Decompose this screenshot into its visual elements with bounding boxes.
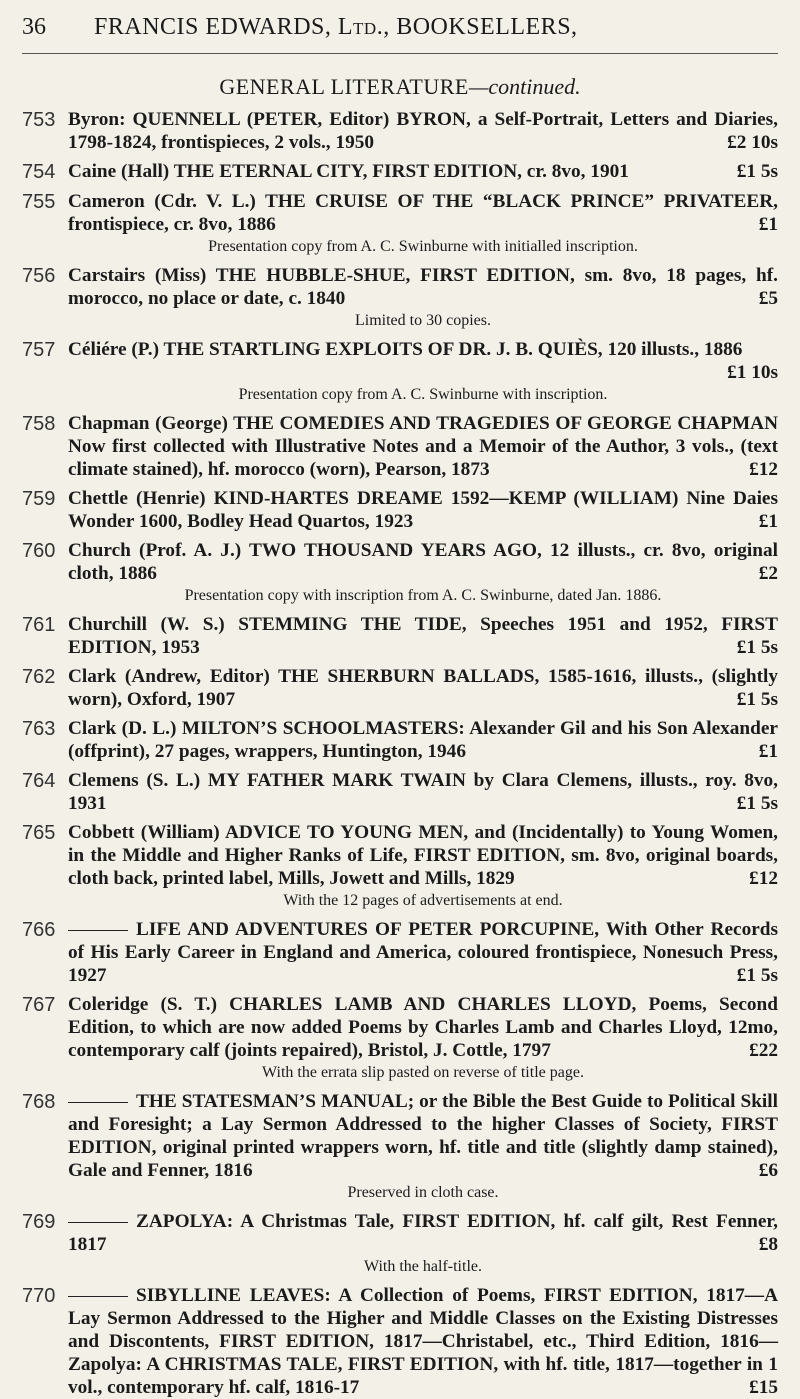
- entry-body: [68, 665, 778, 711]
- entry-number: 763: [22, 718, 56, 740]
- entry-number: 769: [22, 1211, 56, 1233]
- entry-price: £1 5s: [736, 689, 778, 710]
- entry-number: 768: [22, 1091, 56, 1113]
- entry-note: With the 12 pages of advertisements at end.: [283, 892, 563, 909]
- entry-description: Churchill (W. S.) STEMMING THE TIDE, Speeches 1951 and 1952, FIRST EDITION, 1953: [68, 614, 778, 658]
- entry-body: [68, 108, 778, 154]
- catalogue-entry: [22, 190, 778, 258]
- entry-body: [68, 993, 778, 1084]
- entry-number: 754: [22, 161, 56, 183]
- entry-body: [68, 264, 778, 332]
- entry-description: Clark (D. L.) MILTON’S SCHOOLMASTERS: Alexander Gil and his Son Alexander (offprint), 27 pages, wrappers, Huntington, 1946: [68, 718, 778, 762]
- entry-description: Clemens (S. L.) MY FATHER MARK TWAIN by Clara Clemens, illusts., roy. 8vo, 1931: [68, 770, 778, 814]
- entry-description: Byron: QUENNELL (PETER, Editor) BYRON, a Self-Portrait, Letters and Diaries, 1798-1824, frontispieces, 2 vols., 1950: [68, 109, 778, 153]
- entry-body: [68, 1284, 778, 1399]
- entry-description: Céliére (P.) THE STARTLING EXPLOITS OF DR. J. B. QUIÈS, 120 illusts., 1886: [68, 339, 743, 360]
- entry-description: Cameron (Cdr. V. L.) THE CRUISE OF THE “BLACK PRINCE” PRIVATEER, frontispiece, cr. 8vo, 1886: [68, 191, 778, 235]
- entry-description: ZAPOLYA: A Christmas Tale, FIRST EDITION, hf. calf gilt, Rest Fenner, 1817: [68, 1211, 778, 1255]
- entry-number: 764: [22, 770, 56, 792]
- entry-description: SIBYLLINE LEAVES: A Collection of Poems, FIRST EDITION, 1817—A Lay Sermon Addressed to the Higher and Middle Classes on the Existing Distresses and Discontents, FIRST EDITION, 1817—Christabel, etc., Third Edition, 1816—Zapolya: A CHRISTMAS TALE, FIRST EDITION, with hf. title, 1817—together in 1 vol., contemporary hf. calf, 1816-17: [68, 1285, 778, 1398]
- entry-body: [68, 717, 778, 763]
- entry-description: Carstairs (Miss) THE HUBBLE-SHUE, FIRST EDITION, sm. 8vo, 18 pages, hf. morocco, no place or date, c. 1840: [68, 265, 778, 309]
- entry-price: £1 5s: [736, 161, 778, 182]
- entry-number: 753: [22, 109, 56, 131]
- section-suffix: —continued.: [468, 74, 581, 99]
- entry-price: £1 5s: [736, 637, 778, 658]
- entry-number: 758: [22, 413, 56, 435]
- entry-note: Presentation copy from A. C. Swinburne with inscription.: [238, 386, 608, 403]
- entry-price: £1 5s: [736, 965, 778, 986]
- page-number: 36: [22, 14, 46, 40]
- entry-description: Chapman (George) THE COMEDIES AND TRAGEDIES OF GEORGE CHAPMAN Now first collected with Illustrative Notes and a Memoir of the Author, 3 vols., (text climate stained), hf. morocco (worn), Pearson, 1873: [68, 413, 778, 480]
- catalogue-entry: [22, 412, 778, 481]
- entry-body: [68, 1210, 778, 1278]
- catalogue-entry: [22, 338, 778, 406]
- ditto-dash: [68, 1102, 128, 1103]
- entry-description: THE STATESMAN’S MANUAL; or the Bible the Best Guide to Political Skill and Foresight; a Lay Sermon Addressed to the higher Classes of Society, FIRST EDITION, original printed wrappers worn, hf. title and title (slightly damp stained), Gale and Fenner, 1816: [68, 1091, 778, 1181]
- entry-number: 756: [22, 265, 56, 287]
- catalogue-entry: [22, 613, 778, 659]
- catalogue-entry: [22, 717, 778, 763]
- entry-body: [68, 487, 778, 533]
- entry-price: £1 5s: [736, 793, 778, 814]
- entry-price: £22: [749, 1040, 778, 1061]
- entry-body: [68, 821, 778, 912]
- catalogue-entry: [22, 160, 778, 184]
- entry-description: Caine (Hall) THE ETERNAL CITY, FIRST EDITION, cr. 8vo, 1901: [68, 161, 629, 182]
- entry-number: 770: [22, 1285, 56, 1307]
- entry-description: Coleridge (S. T.) CHARLES LAMB AND CHARLES LLOYD, Poems, Second Edition, to which are now added Poems by Charles Lamb and Charles Lloyd, 12mo, contemporary calf (joints repaired), Bristol, J. Cottle, 1797: [68, 994, 778, 1061]
- entry-body: [68, 412, 778, 481]
- entry-number: 761: [22, 614, 56, 636]
- entry-body: [68, 918, 778, 987]
- entry-price: £1 10s: [727, 362, 778, 383]
- entry-note: Presentation copy from A. C. Swinburne with initialled inscription.: [208, 238, 638, 255]
- entry-number: 755: [22, 191, 56, 213]
- running-header: [22, 14, 778, 41]
- entry-number: 757: [22, 339, 56, 361]
- catalogue-entry: [22, 993, 778, 1084]
- entry-price: £15: [749, 1377, 778, 1398]
- catalogue-entry: [22, 1090, 778, 1204]
- entry-note: Limited to 30 copies.: [355, 312, 491, 329]
- entry-list: [22, 108, 778, 1399]
- catalogue-entry: [22, 665, 778, 711]
- entry-number: 760: [22, 540, 56, 562]
- entry-body: [68, 338, 778, 406]
- entry-note: With the errata slip pasted on reverse of title page.: [262, 1064, 584, 1081]
- section-title: GENERAL LITERATURE: [219, 74, 469, 99]
- catalogue-entry: [22, 539, 778, 607]
- entry-price: £12: [749, 459, 778, 480]
- entry-price: £1: [758, 214, 778, 235]
- catalogue-entry: [22, 918, 778, 987]
- entry-body: [68, 190, 778, 258]
- entry-price: £1: [758, 511, 778, 532]
- catalogue-entry: [22, 108, 778, 154]
- entry-note: With the half-title.: [364, 1258, 482, 1275]
- entry-number: 765: [22, 822, 56, 844]
- entry-description: Clark (Andrew, Editor) THE SHERBURN BALLADS, 1585-1616, illusts., (slightly worn), Oxford, 1907: [68, 666, 778, 710]
- entry-number: 759: [22, 488, 56, 510]
- entry-price: £6: [758, 1160, 778, 1181]
- entry-body: [68, 613, 778, 659]
- entry-body: [68, 769, 778, 815]
- ditto-dash: [68, 1296, 128, 1297]
- entry-price: £2: [758, 563, 778, 584]
- catalogue-entry: [22, 769, 778, 815]
- ditto-dash: [68, 930, 128, 931]
- entry-description: Cobbett (William) ADVICE TO YOUNG MEN, and (Incidentally) to Young Women, in the Middle and Higher Ranks of Life, FIRST EDITION, sm. 8vo, original boards, cloth back, printed label, Mills, Jowett and Mills, 1829: [68, 822, 778, 889]
- entry-body: [68, 160, 778, 184]
- catalogue-entry: [22, 1284, 778, 1399]
- entry-price: £8: [758, 1234, 778, 1255]
- catalogue-entry: [22, 264, 778, 332]
- entry-body: [68, 539, 778, 607]
- catalogue-entry: [22, 821, 778, 912]
- entry-price: £1: [758, 741, 778, 762]
- entry-number: 766: [22, 919, 56, 941]
- entry-price: £5: [758, 288, 778, 309]
- entry-number: 767: [22, 994, 56, 1016]
- catalogue-entry: [22, 1210, 778, 1278]
- entry-price: £12: [749, 868, 778, 889]
- ditto-dash: [68, 1222, 128, 1223]
- entry-price: £2 10s: [727, 132, 778, 153]
- entry-body: [68, 1090, 778, 1204]
- entry-note: Preserved in cloth case.: [347, 1184, 499, 1201]
- running-title: FRANCIS EDWARDS, Ltd., BOOKSELLERS,: [94, 14, 578, 40]
- header-rule: [22, 53, 778, 54]
- entry-number: 762: [22, 666, 56, 688]
- entry-note: Presentation copy with inscription from A. C. Swinburne, dated Jan. 1886.: [184, 587, 662, 604]
- section-heading: [22, 74, 778, 100]
- entry-description: Church (Prof. A. J.) TWO THOUSAND YEARS AGO, 12 illusts., cr. 8vo, original cloth, 1886: [68, 540, 778, 584]
- entry-description: Chettle (Henrie) KIND-HARTES DREAME 1592—KEMP (WILLIAM) Nine Daies Wonder 1600, Bodley Head Quartos, 1923: [68, 488, 778, 532]
- entry-description: LIFE AND ADVENTURES OF PETER PORCUPINE, With Other Records of His Early Career in England and America, coloured frontispiece, Nonesuch Press, 1927: [68, 919, 778, 986]
- catalogue-entry: [22, 487, 778, 533]
